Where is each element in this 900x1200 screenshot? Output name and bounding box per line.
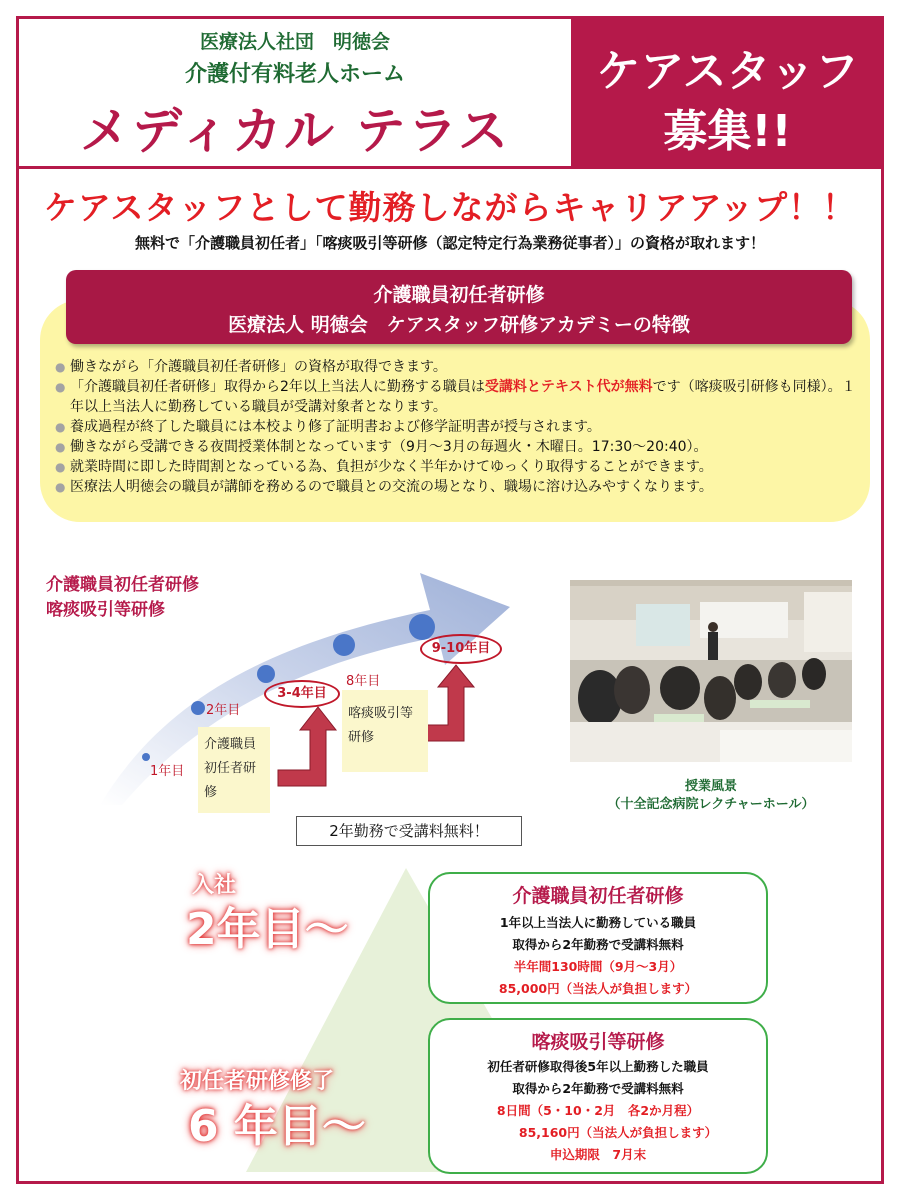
course-free-condition: 取得から2年勤務で受講料無料 — [512, 1081, 684, 1096]
free-tuition-note: 2年勤務で受講料無料！ — [296, 816, 522, 846]
feature-item: ● 働きながら「介護職員初任者研修」の資格が取得できます。 — [58, 357, 858, 377]
feature-item: ● 医療法人明徳会の職員が講師を務めるので職員との交流の場となり、職場に溶け込みやすくなります。 — [58, 477, 858, 497]
sub-headline: 無料で「介護職員初任者」「喀痰吸引等研修（認定特定行為業務従事者）」の資格が取れます！ — [134, 234, 765, 252]
features-title-line2: 医療法人 明徳会 ケアスタッフ研修アカデミーの特徴 — [228, 314, 690, 336]
entry-label: 入社 — [192, 873, 237, 898]
year8-label: 8年目 — [346, 674, 381, 689]
progression-title-line2: 喀痰吸引等研修 — [46, 600, 165, 620]
recruit-title: ケアスタッフ — [596, 46, 859, 97]
free-tuition-highlight: 受講料とテキスト代が無料 — [484, 379, 653, 395]
course-title: 喀痰吸引等研修 — [531, 1031, 665, 1053]
step-box-initial-training: 介護職員 初任者研 修 — [198, 727, 270, 813]
course-eligibility: 1年以上当法人に勤務している職員 — [499, 915, 697, 930]
feature-item: ● 働きながら受講できる夜間授業体制となっています（9月～3月の毎週火・木曜日。17:30～20:40）。 — [58, 437, 858, 457]
recruit-subtitle: 募集!! — [663, 106, 792, 157]
course-title: 介護職員初任者研修 — [512, 885, 684, 907]
organization-name: 医療法人社団 明徳会 — [199, 31, 390, 53]
course-fee: 85,000円（当法人が負担します） — [498, 981, 698, 996]
completion-label: 初任者研修修了 — [180, 1069, 335, 1094]
course-eligibility: 初任者研修取得後5年以上勤務した職員 — [487, 1059, 709, 1074]
feature-item: ● 養成過程が終了した職員には本校より修了証明書および修学証明書が授与されます。 — [58, 417, 858, 437]
facility-type: 介護付有料老人ホーム — [184, 62, 405, 87]
course-fee: 85,160円（当法人が負担します） — [518, 1125, 718, 1140]
year2-label: 2年目 — [206, 703, 241, 718]
feature-item: ● 就業時間に即した時間割となっている為、負担が少なく半年かけてゆっくり取得することができます。 — [58, 457, 858, 477]
progression-title-line1: 介護職員初任者研修 — [46, 575, 199, 595]
course-card-suction-training — [428, 1018, 768, 1174]
year910-label: 9-10年目 — [420, 634, 502, 664]
step-box-suction-training: 喀痰吸引等 研修 — [342, 690, 428, 772]
course-card-initial-training — [428, 872, 768, 1004]
year1-label: 1年目 — [150, 764, 185, 779]
course-free-condition: 取得から2年勤務で受講料無料 — [512, 937, 684, 952]
course-duration: 半年間130時間（9月～3月） — [513, 959, 683, 974]
completion-years: 6 年目～ — [188, 1101, 366, 1152]
year34-label: 3-4年目 — [264, 680, 340, 708]
photo-caption-title: 授業風景 — [684, 779, 737, 794]
feature-item: ● 「介護職員初任者研修」取得から2年以上当法人に勤務する職員は受講料とテキスト代が無料です（喀痰吸引研修も同様）。１年以上当法人に勤務している職員が受講対象者となります。 — [58, 377, 858, 417]
photo-caption-location: （十全記念病院レクチャーホール） — [607, 797, 815, 812]
headline: ケアスタッフとして勤務しながらキャリアアップ！！ — [43, 188, 857, 227]
features-title-line1: 介護職員初任者研修 — [373, 284, 545, 306]
entry-years: 2年目～ — [186, 904, 349, 955]
course-duration: 8日間（5・10・2月 各2か月程） — [496, 1103, 700, 1118]
facility-name: メディカル テラス — [80, 102, 510, 160]
course-deadline: 申込期限 7月末 — [549, 1147, 647, 1162]
